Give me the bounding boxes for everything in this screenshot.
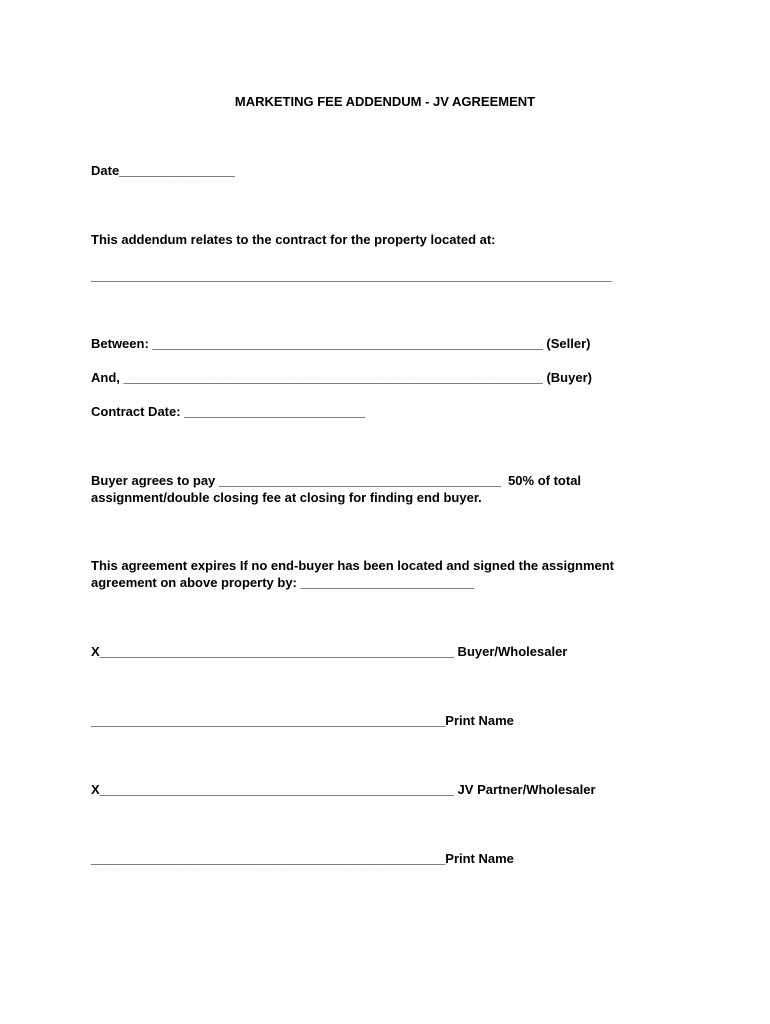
intro-text: This addendum relates to the contract for the property located at: (91, 232, 496, 247)
print-name-line-2: _________________________________________________Print Name (91, 851, 514, 866)
signature-jv-partner-line: X_________________________________________________ JV Partner/Wholesaler (91, 782, 596, 797)
and-buyer-line: And, __________________________________________________________ (Buyer) (91, 370, 592, 385)
date-field-line: Date________________ (91, 163, 235, 178)
buyer-agrees-line-1: Buyer agrees to pay _______________________________________ 50% of total (91, 473, 582, 488)
buyer-agrees-line-2: assignment/double closing fee at closing for finding end buyer. (91, 490, 482, 505)
contract-date-line: Contract Date: _________________________ (91, 404, 365, 419)
between-seller-line: Between: ______________________________________________________ (Seller) (91, 336, 591, 351)
expires-line-1: This agreement expires If no end-buyer has been located and signed the assignment (91, 558, 615, 573)
expires-line-2: agreement on above property by: ________________________ (91, 575, 475, 590)
property-address-line: ________________________________________________________________________ (91, 268, 612, 283)
document-title: MARKETING FEE ADDENDUM - JV AGREEMENT (234, 94, 536, 109)
print-name-line-1: _________________________________________________Print Name (91, 713, 514, 728)
signature-buyer-wholesaler-line: X_________________________________________________ Buyer/Wholesaler (91, 644, 568, 659)
